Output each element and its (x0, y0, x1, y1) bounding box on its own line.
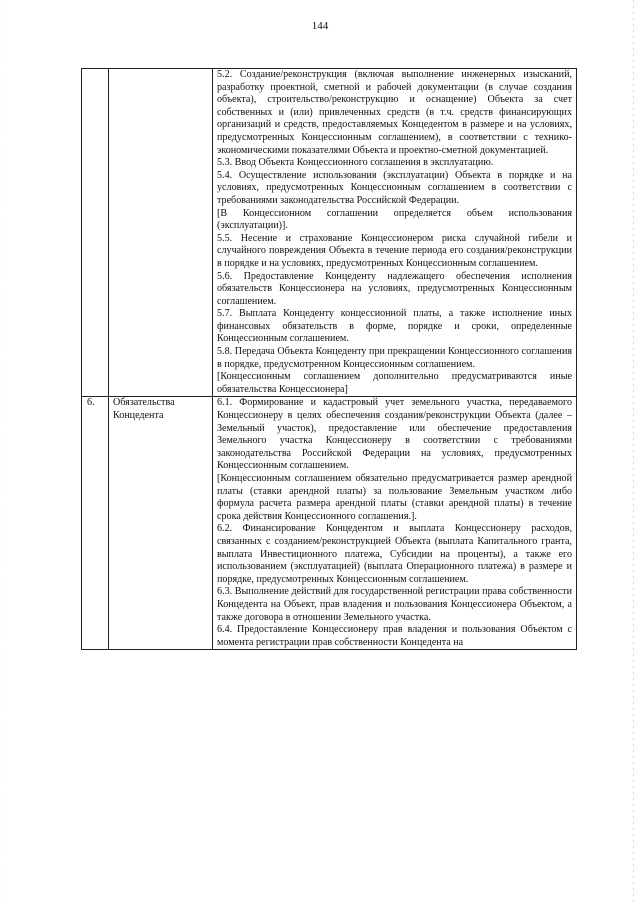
paragraph: [Концессионным соглашением обязательно предусматривается размер арендной платы (ставки арендной платы) за пользование Земельным участком либо формула расчета размера арендной платы (ставки арендной платы) в течение срока действия Концессионного соглашения.]. (217, 473, 572, 522)
paragraph: 6.4. Предоставление Концессионеру прав владения и пользования Объектом с момента регистрации прав собственности Концедента на (217, 624, 572, 648)
row-title (109, 69, 213, 397)
paragraph: 6.2. Финансирование Концедентом и выплата Концессионеру расходов, связанных с созданием/реконструкцией Объекта (выплата Капитального гранта, выплата Инвестиционного платежа, Субсидии на проценты), а также его использованием (эксплуатацией) (выплата Операционного платежа) в размере и порядке, предусмотренных Концессионным соглашением. (217, 523, 572, 585)
paragraph: 6.1. Формирование и кадастровый учет земельного участка, передаваемого Концессионеру в целях обеспечения создания/реконструкции Объекта (далее – Земельный участок), предоставление или обеспечение предоставления Земельного участка Концессионеру в соответствии с требованиями законодательства Российской Федерации на условиях, предусмотренных Концессионным соглашением. (217, 397, 572, 472)
row-number (82, 69, 109, 397)
paragraph: 5.8. Передача Объекта Концеденту при прекращении Концессионного соглашения в порядке, предусмотренном Концессионным соглашением. (217, 346, 572, 370)
table-row (82, 69, 577, 397)
paragraph: [В Концессионном соглашении определяется объем использования (эксплуатации)]. (217, 207, 572, 232)
obligations-table (81, 68, 577, 650)
paragraph: 5.5. Несение и страхование Концессионером риска случайной гибели и случайного повреждения Объекта в течение периода его создания/реконструкции в порядке и на условиях, предусмотренных Концессионным соглашением. (217, 232, 572, 269)
row-content (213, 397, 577, 650)
paragraph: 5.2. Создание/реконструкция (включая выполнение инженерных изысканий, разработку проектной, сметной и рабочей документации (в случае создания объекта), строительство/реконструкцию и оснащение) Объекта за счет собственных и (или) привлеченных средств (в т.ч. средств финансирующих организаций и средств, предоставляемых Концедентом в размере и на условиях, предусмотренных Концессионным соглашением), в соответствии с технико-экономическими показателями Объекта и проектно-сметной документацией. (217, 69, 572, 156)
row-content (213, 69, 577, 397)
paragraph: 5.4. Осуществление использования (эксплуатации) Объекта в порядке и на условиях, предусмотренных Концессионным соглашением в соответствии с требованиями законодательства Российской Федерации. (217, 169, 572, 206)
row-number: 6. (82, 397, 109, 650)
paragraph: 5.7. Выплата Концеденту концессионной платы, а также исполнение иных финансовых обязательств в форме, порядке и сроки, определенные Концессионным соглашением. (217, 308, 572, 345)
row-title: Обязательства Концедента (109, 397, 213, 650)
paragraph: 5.6. Предоставление Концеденту надлежащего обеспечения исполнения обязательств Концессионера на условиях, предусмотренных Концессионным соглашением. (217, 270, 572, 307)
paragraph: 5.3. Ввод Объекта Концессионного соглашения в эксплуатацию. (217, 157, 494, 169)
page-number: 144 (311, 20, 329, 32)
scan-edge-left (4, 0, 5, 905)
paragraph: [Концессионным соглашением дополнительно предусматриваются иные обязательства Концессионера] (217, 371, 572, 395)
scan-edge-right (633, 0, 634, 905)
table-row (82, 397, 577, 650)
paragraph: 6.3. Выполнение действий для государственной регистрации права собственности Концедента на Объект, прав владения и пользования Концессионера Объектом, а также договора в отношении Земельного участка. (217, 586, 572, 623)
